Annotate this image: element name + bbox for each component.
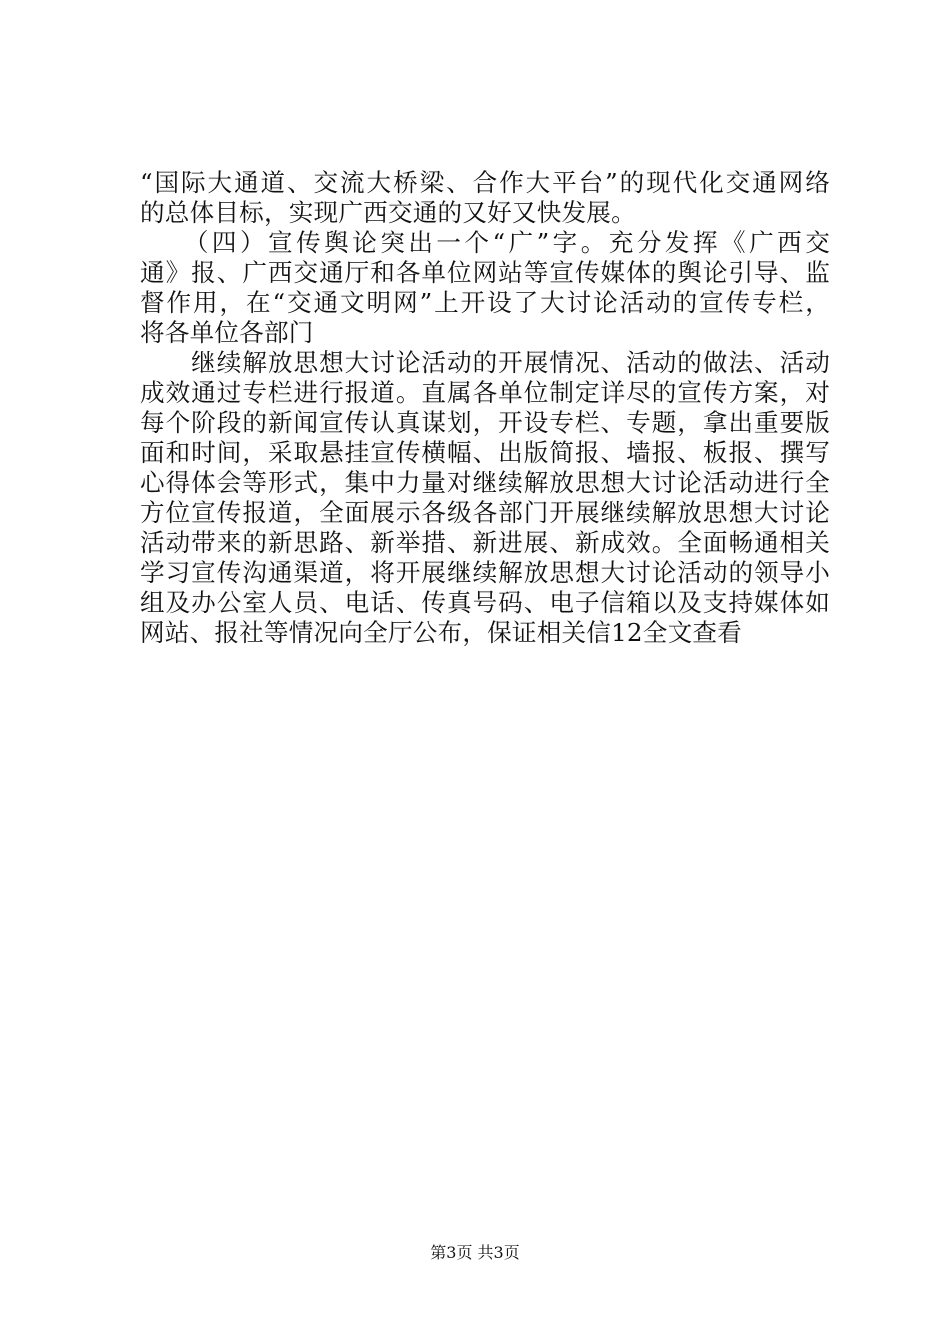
text-line: 组及办公室人员、电话、传真号码、电子信箱以及支持媒体如 xyxy=(140,588,830,617)
text-line: 学习宣传沟通渠道，将开展继续解放思想大讨论活动的领导小 xyxy=(140,558,830,587)
text-line: 面和时间，采取悬挂宣传横幅、出版简报、墙报、板报、撰写 xyxy=(140,438,830,467)
text-line: 活动带来的新思路、新举措、新进展、新成效。全面畅通相关 xyxy=(140,528,830,557)
text-line: 继续解放思想大讨论活动的开展情况、活动的做法、活动 xyxy=(140,348,830,377)
text-line: 成效通过专栏进行报道。直属各单位制定详尽的宣传方案，对 xyxy=(140,378,830,407)
text-line: “国际大通道、交流大桥梁、合作大平台”的现代化交通网络 xyxy=(140,168,830,197)
document-body xyxy=(140,168,830,648)
page-footer: 第3页 共3页 xyxy=(430,1243,520,1262)
text-line: 方位宣传报道，全面展示各级各部门开展继续解放思想大讨论 xyxy=(140,498,830,527)
text-line: 网站、报社等情况向全厅公布，保证相关信12全文查看 xyxy=(140,618,742,647)
text-line: 通》报、广西交通厅和各单位网站等宣传媒体的舆论引导、监 xyxy=(140,258,830,287)
text-line: 每个阶段的新闻宣传认真谋划，开设专栏、专题，拿出重要版 xyxy=(140,408,830,437)
text-line: 将各单位各部门 xyxy=(140,318,314,347)
text-line: （四）宣传舆论突出一个“广”字。充分发挥《广西交 xyxy=(140,228,830,257)
text-line: 心得体会等形式，集中力量对继续解放思想大讨论活动进行全 xyxy=(140,468,830,497)
text-line: 督作用，在“交通文明网”上开设了大讨论活动的宣传专栏， xyxy=(140,288,830,317)
text-line: 的总体目标，实现广西交通的又好又快发展。 xyxy=(140,198,636,227)
